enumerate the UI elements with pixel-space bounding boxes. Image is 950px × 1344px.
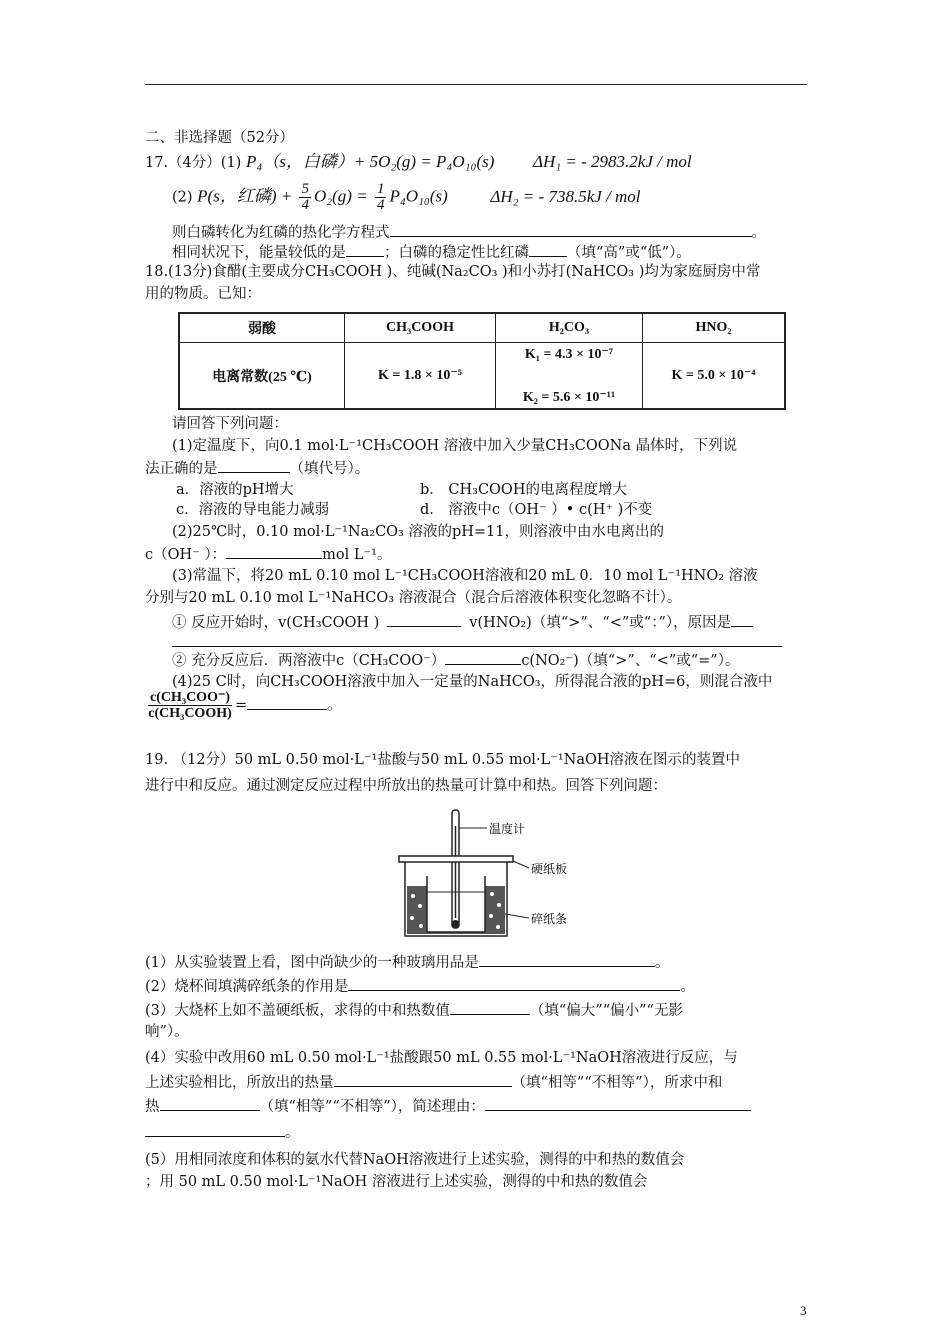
- answer-blank[interactable]: [390, 222, 752, 237]
- answer-blank[interactable]: [218, 458, 290, 473]
- section-title: 二、非选择题（52分）: [145, 130, 294, 146]
- q19-s1: (1）从实验装置上看，图中尚缺少的一种玻璃用品是 。: [145, 952, 669, 973]
- q17-dh2: ΔH₂ = - 738.5kJ / mol: [490, 186, 641, 206]
- answer-blank[interactable]: [160, 1096, 260, 1111]
- q18-p4-b: $\frac{\text{c(CH₃COO⁻)}}{\text{c(CH₃COOH)}}$ = 。: [148, 690, 342, 721]
- answer-blank[interactable]: [172, 632, 782, 647]
- option-a: a．溶液的pH增大: [176, 482, 294, 498]
- q17-dh1: ΔH₁ = - 2983.2kJ / mol: [533, 152, 692, 171]
- q18-p2-a: (2)25℃时，0.10 mol·L⁻¹Na₂CO₃ 溶液的pH=11，则溶液中由水电离出的: [172, 524, 665, 540]
- fraction-5-4: $\frac{5}{4}$: [301, 181, 309, 213]
- label-board: 硬纸板: [531, 862, 568, 876]
- q19-intro-1: 19. （12分）50 mL 0.50 mol·L⁻¹盐酸与50 mL 0.55 mol·L⁻¹NaOH溶液在图示的装置中: [145, 752, 741, 768]
- q18-p2-b: c（OH⁻ ）： mol L⁻¹。: [145, 544, 392, 565]
- header-rule: [145, 84, 807, 85]
- fraction-1-4: $\frac{1}{4}$: [376, 181, 385, 213]
- q18-intro-1: 18.(13分)食醋(主要成分CH₃COOH )、纯碱(Na₂CO₃ )和小苏打(NaHCO₃ )均为家庭厨房中常: [145, 264, 761, 280]
- option-c: c．溶液的导电能力减弱: [176, 502, 330, 518]
- label-scraps: 碎纸条: [531, 912, 568, 926]
- q18-p3-a: (3)常温下，将20 mL 0.10 mol L⁻¹CH₃COOH溶液和20 mL 0．10 mol L⁻¹HNO₂ 溶液: [172, 568, 758, 584]
- table-header: H₂CO₃: [496, 313, 643, 343]
- option-b: b． CH₃COOH的电离程度增大: [420, 482, 627, 498]
- q19-s2: (2）烧杯间填满碎纸条的作用是 。: [145, 976, 695, 997]
- q17-line3: 则白磷转化为红磷的热化学方程式 。: [172, 222, 766, 243]
- page-number: 3: [800, 1303, 807, 1318]
- label-thermometer: 温度计: [489, 822, 526, 836]
- calorimeter-figure: [395, 806, 615, 941]
- thermometer-icon: [452, 810, 460, 928]
- q19-s4-d: 。: [145, 1122, 300, 1143]
- q19-s4-a: (4）实验中改用60 mL 0.50 mol·L⁻¹盐酸跟50 mL 0.55 mol·L⁻¹NaOH溶液进行反应，与: [145, 1050, 738, 1066]
- q19-s5-b: ；用 50 mL 0.50 mol·L⁻¹NaOH 溶液进行上述实验，测得的中和热的数值会: [145, 1174, 648, 1190]
- q19-s3-a: (3）大烧杯上如不盖硬纸板，求得的中和热数值 （填“偏大”“偏小”“无影: [145, 1000, 683, 1021]
- answer-blank[interactable]: [145, 1122, 285, 1137]
- q18-p3-c: ① 反应开始时，v(CH₃COOH ) v(HNO₂)（填“>”、“<”或“：”），原因是: [172, 612, 753, 633]
- answer-blank[interactable]: [485, 1096, 751, 1111]
- table-header: 弱酸: [179, 313, 345, 343]
- answer-blank[interactable]: [334, 1072, 512, 1087]
- table-cell: K₁ = 4.3 × 10⁻⁷ K₂ = 5.6 × 10⁻¹¹: [496, 343, 643, 410]
- q17-line2: (2) P(s，红磷) + $\frac{5}{4}$ O₂(g) = $\frac{1}{4}$ P₄O₁₀(s) ΔH₂ = - 738.5kJ / mol: [172, 181, 641, 213]
- q19-s3-b: 响”）。: [145, 1024, 189, 1040]
- table-header: CH₃COOH: [345, 313, 496, 343]
- q17-line1: 17.（4分）(1) P₄（s，白磷）+ 5O₂(g) = P₄O₁₀(s) ΔH₁ = - 2983.2kJ / mol: [145, 152, 692, 171]
- q19-s4-b: 上述实验相比，所放出的热量 （填“相等”“不相等”），所求中和: [145, 1072, 722, 1093]
- table-header: HNO₂: [643, 313, 786, 343]
- q19-s4-c: 热 （填“相等”“不相等”），简述理由：: [145, 1096, 751, 1117]
- answer-blank[interactable]: [479, 952, 655, 967]
- q19-intro-2: 进行中和反应。通过测定反应过程中所放出的热量可计算中和热。回答下列问题：: [145, 778, 667, 794]
- answer-blank[interactable]: [445, 650, 521, 665]
- q18-p3-d: ② 充分反应后．两溶液中c（CH₃COO⁻） c(NO₂⁻)（填“>”、“<”或“=”）。: [172, 650, 739, 671]
- table-row-label: 电离常数(25 ℃): [179, 343, 345, 410]
- option-d: d． 溶液中c（OH⁻ ）• c(H⁺ )不变: [420, 502, 653, 518]
- answer-blank[interactable]: [348, 976, 680, 991]
- ionization-constant-table: [178, 312, 786, 410]
- q18-p1-a: (1)定温度下，向0.1 mol·L⁻¹CH₃COOH 溶液中加入少量CH₃COONa 晶体时，下列说: [172, 438, 738, 454]
- answer-blank[interactable]: [529, 242, 567, 257]
- q18-p1-b: 法正确的是 （填代号）。: [145, 458, 369, 479]
- answer-blank[interactable]: [346, 242, 384, 257]
- answer-blank[interactable]: [387, 612, 461, 627]
- cardboard-lid: [399, 856, 513, 862]
- answer-blank[interactable]: [226, 544, 322, 559]
- q17-line4: 相同状况下，能量较低的是 ；白磷的稳定性比红磷 （填“高”或“低”）。: [172, 242, 691, 263]
- answer-blank[interactable]: [247, 695, 327, 710]
- q18-ask: 请回答下列问题：: [172, 416, 288, 432]
- q17-equation-1: P₄（s，白磷）+ 5O₂(g) = P₄O₁₀(s): [245, 152, 495, 171]
- concentration-ratio: $\frac{\text{c(CH₃COO⁻)}}{\text{c(CH₃COOH)}}$: [148, 690, 232, 721]
- answer-blank[interactable]: [731, 612, 753, 627]
- table-cell: K = 5.0 × 10⁻⁴: [643, 343, 786, 410]
- q19-s5-a: (5）用相同浓度和体积的氨水代替NaOH溶液进行上述实验，测得的中和热的数值会: [145, 1152, 685, 1168]
- q18-p4-a: (4)25 C时，向CH₃COOH溶液中加入一定量的NaHCO₃，所得混合液的pH=6，则混合液中: [172, 674, 773, 690]
- q18-p3-b: 分别与20 mL 0.10 mol L⁻¹NaHCO₃ 溶液混合（混合后溶液体积变化忽略不计）。: [145, 590, 682, 606]
- q18-intro-2: 用的物质。已知：: [145, 286, 261, 302]
- table-cell: K = 1.8 × 10⁻⁵: [345, 343, 496, 410]
- answer-blank[interactable]: [450, 1000, 530, 1015]
